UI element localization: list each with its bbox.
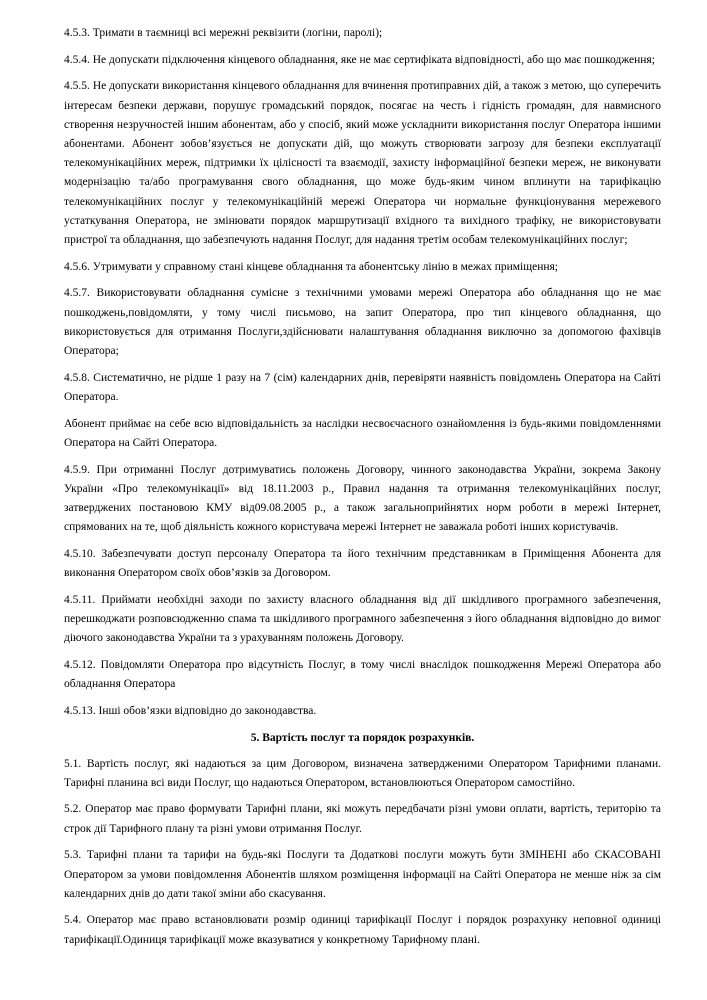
clause-4-5-12: 4.5.12. Повідомляти Оператора про відсутність Послуг, в тому числі внаслідок пошкодження Мережі Оператора або обладнання Оператора <box>64 658 661 691</box>
clause-5-3: 5.3. Тарифні плани та тарифи на будь-які Послуги та Додаткові послуги можуть бути ЗМІНЕНІ або СКАСОВАНІ Оператором за умови повідомлення Абонентів шляхом розміщення інформації на Сайті Оператора не менше ніж за сім календарних днів до дати такої зміни або скасування. <box>64 849 661 900</box>
clause-4-5-4: 4.5.4. Не допускати підключення кінцевого обладнання, яке не має сертифіката відповідності, або що має пошкодження; <box>64 53 655 66</box>
section-5-heading: 5. Вартість послуг та порядок розрахунків. <box>250 731 475 744</box>
clause-4-5-5: 4.5.5. Не допускати використання кінцевого обладнання для вчинення протиправних дій, а також з метою, що суперечить інтересам безпеки держави, порушує громадський порядок, посягає на честь і гідність громадян, для навмисного створення незручностей іншим абонентам, або у спосіб, який може ускладнити використання послуг Оператора іншими абонентами. Абонент зобов’язується не допускати дій, що можуть створювати загрозу для безпеки експлуатації телекомунікаційних мереж, підтримки їх цілісності та взаємодії, захисту інформаційної безпеки мереж, не виконувати модернізацію та/або програмування свого обладнання, що може будь-яким чином вплинути на тарифікацію телекомунікаційних послуг у телекомунікаційній мережі Оператора чи нормальне функціонування мережевого устаткування Оператора, не змінювати порядок маршрутизації вхідного та вихідного трафіку, не використовувати пристрої та обладнання, що забезпечують надання Послуг, для надання третім особам телекомунікаційних послуг; <box>64 80 661 247</box>
clause-4-5-7: 4.5.7. Використовувати обладнання сумісне з технічними умовами мережі Оператора або обладнання що не має пошкоджень,повідомляти, у тому числі письмово, на запит Оператора, про тип кінцевого обладнання, що використовується для отримання Послуги,здійснювати налаштування обладнання виключно за допомогою фахівців Оператора; <box>64 287 661 358</box>
clause-4-5-8: 4.5.8. Систематично, не рідше 1 разу на 7 (сім) календарних днів, перевіряти наявність повідомлень Оператора на Сайті Оператора. <box>64 371 661 403</box>
clause-4-5-6: 4.5.6. Утримувати у справному стані кінцеве обладнання та абонентську лінію в межах приміщення; <box>64 260 558 273</box>
clause-4-5-10: 4.5.10. Забезпечувати доступ персоналу Оператора та його технічним представникам в Приміщення Абонента для виконання Оператором своїх обов’язків за Договором. <box>64 547 661 580</box>
clause-4-5-13: 4.5.13. Інші обов’язки відповідно до законодавства. <box>64 704 317 717</box>
clause-4-5-11: 4.5.11. Приймати необхідні заходи по захисту власного обладнання від дії шкідливого програмного забезпечення, перешкоджати розповсюдженню спама та шкідливого програмного забезпечення з його обладнання відповідно до вимог діючого законодавства України та з урахуванням положень Договору. <box>64 593 661 645</box>
clause-5-1: 5.1. Вартість послуг, які надаються за цим Договором, визначена затвердженими Оператором Тарифними планами. Тарифні планина всі види Послуг, що надаються Оператором, встановлюються Оператором самостійно. <box>64 757 661 789</box>
clause-5-4: 5.4. Оператор має право встановлювати розмір одиниці тарифікації Послуг і порядок розрахунку неповної одиниці тарифікації.Одиниця тарифікації може вказуватися у конкретному Тарифному плані. <box>64 914 661 946</box>
clause-4-5-8-note: Абонент приймає на себе всю відповідальність за наслідки несвоєчасного ознайомлення із будь-якими повідомленнями Оператора на Сайті Оператора. <box>64 417 661 449</box>
clause-4-5-9: 4.5.9. При отриманні Послуг дотримуватись положень Договору, чинного законодавства України, зокрема Закону України «Про телекомунікації» від 18.11.2003 р., Правил надання та отримання телекомунікаційних послуг, затверджених постановою КМУ від09.08.2005 р., а також загальноприйнятих норм роботи в мережі Інтернет, спрямованих на те, щоб діяльність кожного користувача мережі Інтернет не заважала роботі інших користувачів. <box>64 463 661 534</box>
clause-5-2: 5.2. Оператор має право формувати Тарифні плани, які можуть передбачати різні умови оплати, вартість, територію та строк дії Тарифного плану та різні умови отримання Послуг. <box>64 803 661 835</box>
clause-4-5-3: 4.5.3. Тримати в таємниці всі мережні реквізити (логіни, паролі); <box>64 27 383 39</box>
